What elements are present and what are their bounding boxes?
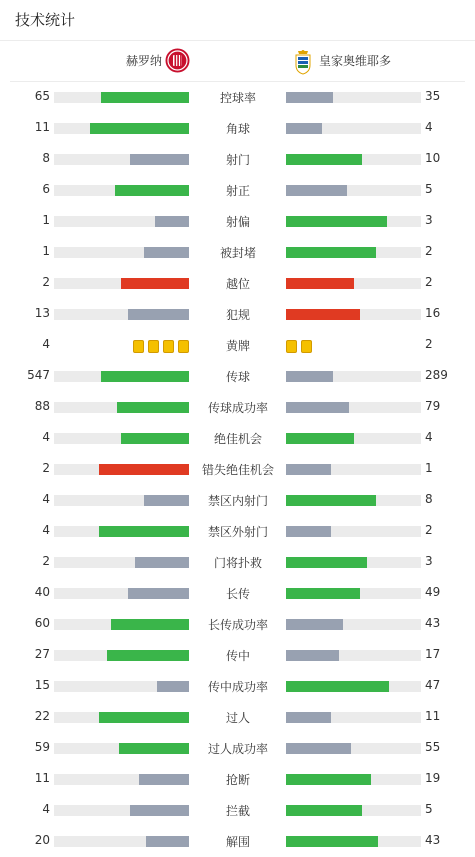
home-stat-bar-track — [54, 92, 189, 103]
home-stat-bar — [128, 588, 189, 599]
home-stat-bar — [130, 154, 189, 165]
home-stat-value: 547 — [27, 368, 50, 382]
away-stat-bar — [286, 495, 376, 506]
stat-row — [0, 769, 475, 789]
home-stat-value: 4 — [42, 430, 50, 444]
home-stat-bar — [111, 619, 189, 630]
stat-row — [0, 87, 475, 107]
away-yellow-cards — [286, 338, 316, 352]
stat-label: 射偏 — [225, 215, 250, 229]
home-stat-bar — [146, 836, 189, 847]
home-stat-value: 1 — [42, 244, 50, 258]
home-stat-value: 88 — [34, 399, 50, 413]
away-stat-value: 3 — [425, 554, 433, 568]
stat-label: 过人成功率 — [207, 742, 268, 756]
home-stat-bar — [99, 712, 189, 723]
home-stat-value: 2 — [42, 461, 50, 475]
home-stat-bar-track — [54, 619, 189, 630]
yellow-card-icon — [178, 340, 189, 353]
stat-row — [0, 614, 475, 634]
away-stat-bar-track — [286, 526, 421, 537]
stat-label: 传中成功率 — [207, 680, 268, 694]
away-stat-bar-track — [286, 836, 421, 847]
away-stat-bar — [286, 774, 371, 785]
away-stat-value: 2 — [425, 337, 433, 351]
home-stat-bar-track — [54, 154, 189, 165]
home-stat-value: 27 — [34, 647, 50, 661]
away-stat-bar-track — [286, 774, 421, 785]
away-stat-value: 4 — [425, 120, 433, 134]
stat-label: 控球率 — [219, 91, 256, 105]
away-team-name: 皇家奥维耶多 — [319, 54, 392, 68]
away-stat-value: 16 — [425, 306, 441, 320]
away-stat-value: 79 — [425, 399, 441, 413]
stat-row — [0, 490, 475, 510]
away-stat-bar — [286, 743, 351, 754]
teams-divider — [10, 81, 465, 82]
stat-label: 拦截 — [225, 804, 250, 818]
home-yellow-cards — [129, 338, 189, 352]
home-stat-value: 65 — [34, 89, 50, 103]
stat-label: 射正 — [225, 184, 250, 198]
away-stat-value: 2 — [425, 523, 433, 537]
away-stat-value: 5 — [425, 802, 433, 816]
away-stat-bar — [286, 836, 378, 847]
away-stat-bar — [286, 185, 347, 196]
away-stat-bar-track — [286, 619, 421, 630]
stat-row — [0, 521, 475, 541]
away-stat-value: 2 — [425, 244, 433, 258]
home-stat-bar — [155, 216, 189, 227]
yellow-card-icon — [148, 340, 159, 353]
stat-row — [0, 149, 475, 169]
away-stat-bar-track — [286, 650, 421, 661]
home-stat-value: 1 — [42, 213, 50, 227]
home-stat-bar-track — [54, 836, 189, 847]
stat-row — [0, 211, 475, 231]
away-stat-value: 11 — [425, 709, 441, 723]
stat-label: 传球 — [225, 370, 250, 384]
away-stat-value: 17 — [425, 647, 441, 661]
page-title: 技术统计 — [15, 11, 76, 29]
away-stat-bar — [286, 247, 376, 258]
home-stat-bar-track — [54, 433, 189, 444]
stat-row — [0, 397, 475, 417]
away-stat-value: 55 — [425, 740, 441, 754]
stat-label: 长传成功率 — [207, 618, 268, 632]
away-stat-bar-track — [286, 495, 421, 506]
home-stat-bar — [90, 123, 189, 134]
stat-row — [0, 800, 475, 820]
home-stat-bar — [107, 650, 189, 661]
away-stat-bar — [286, 619, 343, 630]
stat-row — [0, 242, 475, 262]
home-stat-bar — [101, 92, 189, 103]
away-stat-bar-track — [286, 154, 421, 165]
away-stat-bar-track — [286, 588, 421, 599]
away-stat-bar — [286, 92, 333, 103]
away-stat-bar-track — [286, 433, 421, 444]
away-stat-bar-track — [286, 371, 421, 382]
stat-label: 传球成功率 — [207, 401, 268, 415]
away-stat-bar — [286, 650, 339, 661]
away-stat-bar — [286, 464, 331, 475]
away-stat-value: 8 — [425, 492, 433, 506]
away-stat-bar-track — [286, 681, 421, 692]
yellow-card-icon — [163, 340, 174, 353]
home-stat-bar — [135, 557, 189, 568]
away-stat-bar-track — [286, 247, 421, 258]
home-stat-bar — [139, 774, 189, 785]
home-stat-bar-track — [54, 123, 189, 134]
home-stat-bar — [121, 433, 189, 444]
yellow-card-icon — [133, 340, 144, 353]
away-stat-bar — [286, 371, 333, 382]
away-stat-bar — [286, 588, 360, 599]
away-stat-bar — [286, 216, 387, 227]
stat-row — [0, 304, 475, 324]
stat-row — [0, 552, 475, 572]
home-stat-bar-track — [54, 805, 189, 816]
home-stat-value: 11 — [34, 771, 50, 785]
stat-label: 角球 — [225, 122, 250, 136]
away-stat-value: 289 — [425, 368, 448, 382]
home-stat-bar — [117, 402, 189, 413]
home-team-name: 赫罗纳 — [125, 54, 162, 68]
stat-row — [0, 428, 475, 448]
away-stat-value: 10 — [425, 151, 441, 165]
home-stat-value: 6 — [42, 182, 50, 196]
home-stat-value: 2 — [42, 275, 50, 289]
stat-label: 犯规 — [225, 308, 250, 322]
stat-label: 越位 — [225, 277, 250, 291]
stat-label: 绝佳机会 — [213, 432, 262, 446]
home-stat-value: 4 — [42, 523, 50, 537]
away-stat-bar-track — [286, 123, 421, 134]
home-stat-bar-track — [54, 650, 189, 661]
title-divider — [0, 40, 475, 41]
stat-label: 禁区外射门 — [207, 525, 268, 539]
away-stat-value: 43 — [425, 616, 441, 630]
stat-label: 错失绝佳机会 — [201, 463, 274, 477]
home-stat-bar-track — [54, 216, 189, 227]
stat-row — [0, 583, 475, 603]
stat-row — [0, 180, 475, 200]
home-stat-value: 60 — [34, 616, 50, 630]
away-stat-bar — [286, 402, 349, 413]
away-stat-value: 3 — [425, 213, 433, 227]
away-stat-bar — [286, 805, 362, 816]
away-stat-value: 19 — [425, 771, 441, 785]
away-stat-bar — [286, 557, 367, 568]
stat-label: 门将扑救 — [213, 556, 262, 570]
home-stat-value: 11 — [34, 120, 50, 134]
stat-row — [0, 118, 475, 138]
stat-label: 过人 — [225, 711, 250, 725]
yellow-card-icon — [286, 340, 297, 353]
away-stat-bar-track — [286, 216, 421, 227]
stat-label: 黄牌 — [225, 339, 250, 353]
stat-row — [0, 676, 475, 696]
away-stat-bar-track — [286, 464, 421, 475]
home-stat-bar — [99, 464, 189, 475]
home-stat-bar-track — [54, 774, 189, 785]
home-stat-bar-track — [54, 402, 189, 413]
away-stat-value: 1 — [425, 461, 433, 475]
home-stat-value: 2 — [42, 554, 50, 568]
away-stat-bar — [286, 433, 354, 444]
home-stat-bar-track — [54, 371, 189, 382]
home-stat-bar — [121, 278, 189, 289]
away-stat-bar-track — [286, 402, 421, 413]
stat-row — [0, 459, 475, 479]
home-stat-bar-track — [54, 712, 189, 723]
away-stat-bar-track — [286, 278, 421, 289]
away-stat-bar — [286, 278, 354, 289]
away-stat-bar — [286, 309, 360, 320]
home-stat-bar-track — [54, 185, 189, 196]
home-stat-bar-track — [54, 495, 189, 506]
stat-row — [0, 366, 475, 386]
stat-label: 抢断 — [225, 773, 250, 787]
stat-row — [0, 707, 475, 727]
home-stat-bar-track — [54, 526, 189, 537]
home-stat-bar — [144, 247, 189, 258]
away-stat-bar — [286, 712, 331, 723]
home-stat-bar — [115, 185, 189, 196]
stat-row — [0, 645, 475, 665]
away-stat-bar-track — [286, 712, 421, 723]
home-stat-bar — [99, 526, 189, 537]
home-stat-bar-track — [54, 743, 189, 754]
home-stat-value: 8 — [42, 151, 50, 165]
girona-crest-icon — [165, 48, 190, 73]
stat-label: 被封堵 — [219, 246, 256, 260]
stat-row — [0, 831, 475, 851]
stat-label: 解围 — [225, 835, 250, 849]
away-stat-bar-track — [286, 805, 421, 816]
stat-row — [0, 738, 475, 758]
home-stat-value: 4 — [42, 337, 50, 351]
stat-label: 禁区内射门 — [207, 494, 268, 508]
away-stat-bar-track — [286, 92, 421, 103]
stat-row — [0, 335, 475, 355]
away-stat-value: 4 — [425, 430, 433, 444]
home-stat-value: 59 — [34, 740, 50, 754]
home-stat-bar — [157, 681, 189, 692]
home-stat-bar — [144, 495, 189, 506]
home-stat-value: 4 — [42, 802, 50, 816]
away-stat-bar-track — [286, 557, 421, 568]
home-stat-bar — [119, 743, 189, 754]
home-stat-bar-track — [54, 309, 189, 320]
away-stat-value: 35 — [425, 89, 441, 103]
away-stat-bar — [286, 123, 322, 134]
away-stat-bar-track — [286, 743, 421, 754]
home-stat-value: 15 — [34, 678, 50, 692]
home-stat-value: 20 — [34, 833, 50, 847]
home-stat-bar — [128, 309, 189, 320]
home-stat-bar-track — [54, 557, 189, 568]
away-stat-bar-track — [286, 185, 421, 196]
away-stat-bar — [286, 681, 389, 692]
stat-label: 传中 — [225, 649, 250, 663]
home-stat-bar-track — [54, 247, 189, 258]
away-stat-value: 5 — [425, 182, 433, 196]
home-stat-bar — [130, 805, 189, 816]
away-stat-value: 49 — [425, 585, 441, 599]
home-stat-bar-track — [54, 588, 189, 599]
yellow-card-icon — [301, 340, 312, 353]
away-stat-bar — [286, 526, 331, 537]
away-stat-value: 47 — [425, 678, 441, 692]
away-stat-bar — [286, 154, 362, 165]
teams-header — [0, 42, 475, 80]
away-stat-value: 43 — [425, 833, 441, 847]
home-stat-value: 13 — [34, 306, 50, 320]
stat-row — [0, 273, 475, 293]
away-stat-value: 2 — [425, 275, 433, 289]
home-stat-bar-track — [54, 278, 189, 289]
stat-label: 射门 — [225, 153, 250, 167]
real-oviedo-crest-icon — [293, 49, 313, 75]
home-stat-bar — [101, 371, 189, 382]
home-stat-value: 40 — [34, 585, 50, 599]
stat-label: 长传 — [225, 587, 250, 601]
away-stat-bar-track — [286, 309, 421, 320]
home-stat-value: 22 — [34, 709, 50, 723]
home-stat-value: 4 — [42, 492, 50, 506]
home-stat-bar-track — [54, 681, 189, 692]
home-stat-bar-track — [54, 464, 189, 475]
